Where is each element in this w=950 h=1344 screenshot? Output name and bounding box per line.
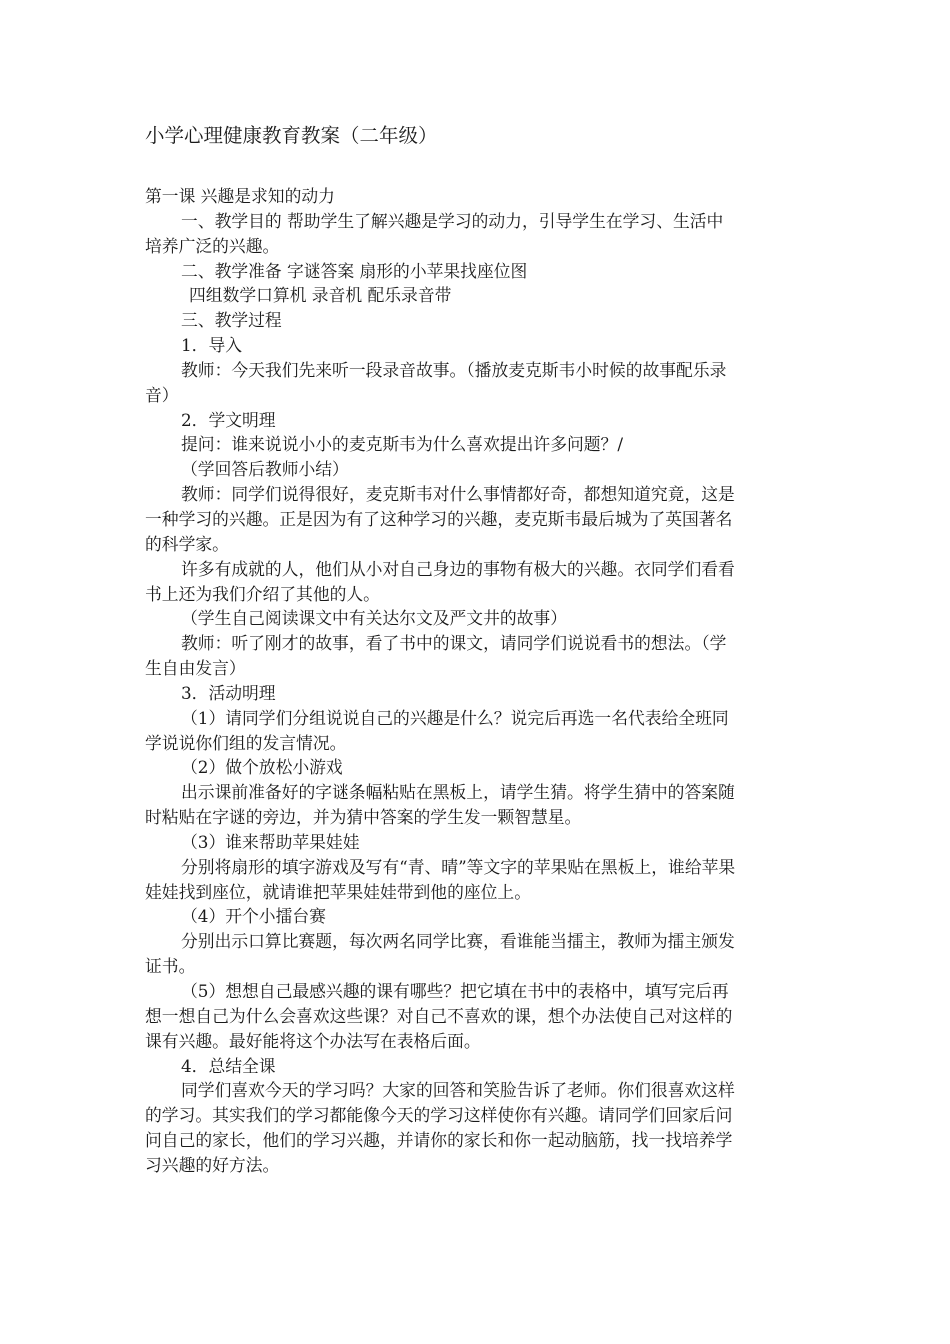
paragraph-line: 同学们喜欢今天的学习吗？大家的回答和笑脸告诉了老师。你们很喜欢这样 bbox=[181, 1080, 735, 1101]
paragraph-line: 教师：同学们说得很好，麦克斯韦对什么事情都好奇，都想知道究竟，这是 bbox=[181, 484, 735, 505]
step-heading: 2．学文明理 bbox=[181, 409, 276, 430]
paragraph-line: 习兴趣的好方法。 bbox=[145, 1154, 280, 1175]
paragraph-line: 提问：谁来说说小小的麦克斯韦为什么喜欢提出许多问题？/ bbox=[181, 434, 623, 455]
paragraph-line: 想一想自己为什么会喜欢这些课？对自己不喜欢的课，想个办法使自己对这样的 bbox=[145, 1005, 733, 1026]
paragraph-line: 的科学家。 bbox=[145, 533, 229, 554]
paragraph-line: 生自由发言） bbox=[145, 658, 246, 679]
paragraph-line: 娃娃找到座位，就请谁把苹果娃娃带到他的座位上。 bbox=[145, 881, 531, 902]
paragraph-line: （5）想想自己最感兴趣的课有哪些？把它填在书中的表格中，填写完后再 bbox=[181, 981, 729, 1001]
activity-heading: （4）开个小擂台赛 bbox=[181, 906, 326, 927]
section-heading: 三、教学过程 bbox=[181, 310, 282, 331]
paragraph-line: 四组数学口算机 录音机 配乐录音带 bbox=[189, 285, 452, 306]
paragraph-line: 教师：听了刚才的故事，看了书中的课文，请同学们说说看书的想法。（学 bbox=[181, 633, 727, 654]
paragraph-line: 一、教学目的 帮助学生了解兴趣是学习的动力，引导学生在学习、生活中 bbox=[181, 210, 724, 231]
paragraph-line: 书上还为我们介绍了其他的人。 bbox=[145, 583, 380, 604]
paragraph-line: （1）请同学们分组说说自己的兴趣是什么？说完后再选一名代表给全班同 bbox=[181, 707, 729, 728]
paragraph-line: 学说说你们组的发言情况。 bbox=[145, 732, 347, 753]
document-title: 小学心理健康教育教案（二年级） bbox=[145, 124, 438, 147]
paragraph-line: 一种学习的兴趣。正是因为有了这种学习的兴趣，麦克斯韦最后城为了英国著名 bbox=[145, 508, 733, 529]
paragraph-line: 证书。 bbox=[145, 956, 196, 977]
paragraph-line: 的学习。其实我们的学习都能像今天的学习这样使你有兴趣。请同学们回家后问 bbox=[145, 1105, 733, 1126]
paragraph-line: 许多有成就的人，他们从小对自己身边的事物有极大的兴趣。衣同学们看看 bbox=[181, 558, 735, 579]
document-body bbox=[145, 184, 811, 1178]
step-heading: 4．总结全课 bbox=[181, 1055, 276, 1076]
paragraph-line: 出示课前准备好的字谜条幅粘贴在黑板上，请学生猜。将学生猜中的答案随 bbox=[181, 782, 735, 803]
paragraph-line: 分别将扇形的填字游戏及写有“青、晴”等文字的苹果贴在黑板上，谁给苹果 bbox=[181, 856, 736, 877]
lesson-heading: 第一课 兴趣是求知的动力 bbox=[145, 186, 335, 206]
paragraph-line: 课有兴趣。最好能将这个办法写在表格后面。 bbox=[145, 1030, 481, 1051]
paragraph-line: 教师：今天我们先来听一段录音故事。（播放麦克斯韦小时候的故事配乐录 bbox=[181, 359, 727, 380]
paragraph-line: 分别出示口算比赛题，每次两名同学比赛，看谁能当擂主，教师为擂主颁发 bbox=[181, 931, 735, 952]
paragraph-line: 时粘贴在字谜的旁边，并为猜中答案的学生发一颗智慧星。 bbox=[145, 807, 582, 828]
activity-heading: （3）谁来帮助苹果娃娃 bbox=[181, 831, 360, 852]
paragraph-line: （学生自己阅读课文中有关达尔文及严文井的故事） bbox=[181, 608, 567, 629]
paragraph-line: 培养广泛的兴趣。 bbox=[145, 235, 280, 256]
paragraph-line: 问自己的家长，他们的学习兴趣，并请你的家长和你一起动脑筋，找一找培养学 bbox=[145, 1130, 733, 1151]
paragraph-line: （学回答后教师小结） bbox=[181, 459, 349, 480]
paragraph-line: 音） bbox=[145, 384, 179, 405]
step-heading: 1．导入 bbox=[181, 335, 243, 356]
activity-heading: （2）做个放松小游戏 bbox=[181, 757, 343, 778]
step-heading: 3．活动明理 bbox=[181, 682, 276, 703]
paragraph-line: 二、教学准备 字谜答案 扇形的小苹果找座位图 bbox=[181, 260, 528, 281]
